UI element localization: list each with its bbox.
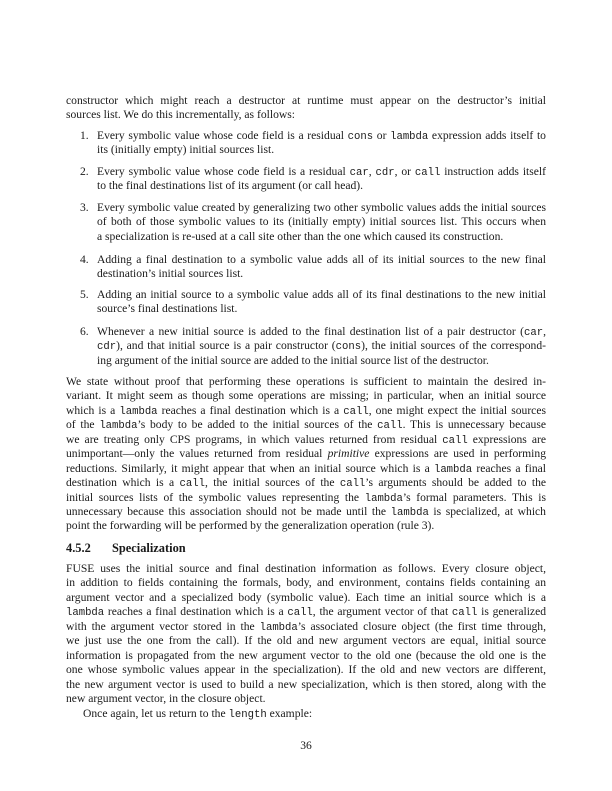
code-term: lambda — [99, 420, 138, 433]
rule-number: 5. — [80, 288, 89, 301]
code-term: length — [228, 709, 267, 721]
code-term: call — [179, 478, 205, 491]
text-line — [97, 201, 546, 215]
text-run: source’s final destinations list. — [97, 302, 238, 316]
text-line — [66, 462, 546, 476]
text-run: . This is unnecessary because — [402, 418, 546, 432]
text-line — [66, 692, 546, 706]
section-number: 4.5.2 — [66, 541, 91, 555]
text-line — [97, 165, 546, 179]
text-line — [97, 129, 546, 143]
rule-text — [97, 325, 546, 368]
text-run: ’s formal parameters. This is — [402, 490, 546, 504]
text-line — [97, 215, 546, 229]
code-term: car — [349, 167, 369, 179]
text-run: is generalized — [477, 605, 547, 619]
text-line — [66, 108, 546, 122]
text-run: to the final destinations list of its argument (or call head). — [97, 179, 364, 193]
text-run: a specialization is re-used at a call site other than the one which caused its construction. — [97, 229, 504, 243]
code-term: lambda — [364, 492, 403, 505]
text-run: we just use the one from the call). If the old and new argument vectors are equal, initial source — [66, 634, 546, 648]
text-line — [97, 325, 546, 339]
text-line — [66, 418, 546, 432]
text-line — [66, 634, 546, 648]
text-run: Adding an initial source to a symbolic value adds all of its final destinations to the new initial — [97, 288, 546, 301]
text-line — [66, 491, 546, 505]
text-run: reaches a final — [472, 461, 546, 475]
text-run: , the argument vector of that — [312, 605, 452, 619]
text-line — [66, 94, 546, 108]
text-line — [66, 678, 546, 692]
text-run: We state without proof that performing these operations is sufficient to maintain the desired in- — [66, 375, 546, 388]
text-run: expression adds itself to — [428, 129, 546, 142]
rule-item — [66, 201, 546, 244]
section-title: Specialization — [112, 541, 186, 555]
text-line — [66, 505, 546, 519]
text-line — [66, 663, 546, 677]
rule-number: 6. — [80, 325, 89, 338]
text-run: is specialized, at which — [428, 504, 546, 518]
body-paragraph — [66, 375, 546, 534]
rule-text — [97, 288, 546, 317]
text-run: sources list. We do this incrementally, as follows: — [66, 108, 295, 122]
text-line — [66, 447, 546, 461]
text-run: ing argument of the initial source are added to the initial source list of the destructor. — [97, 353, 489, 367]
text-run: with the argument vector stored in the — [66, 619, 260, 633]
text-line — [97, 230, 546, 244]
text-run: Once again, let us return to the — [83, 707, 229, 720]
text-run: we are treating only CPS programs, in which values returned from residual — [66, 432, 443, 446]
text-run: ’s associated closure object (the first time through, — [297, 619, 546, 633]
rule-item — [66, 288, 546, 317]
rule-number: 2. — [80, 165, 89, 178]
text-line — [66, 389, 546, 403]
text-line — [97, 339, 546, 353]
text-line — [97, 302, 546, 316]
text-run: unimportant—only the values returned from residual — [66, 447, 328, 461]
text-run: argument vector and a specialized body (symbolic value). Each time an initial source which is a — [66, 590, 546, 604]
text-run: of the — [66, 418, 100, 432]
text-line — [66, 576, 546, 590]
text-run: example: — [266, 707, 313, 720]
text-run: reaches a final destination which is a — [157, 403, 344, 417]
rule-item — [66, 325, 546, 368]
text-line — [97, 288, 546, 302]
text-line — [66, 649, 546, 663]
text-run: Adding a final destination to a symbolic value adds all of its initial sources to the new final — [97, 253, 546, 266]
code-term: lambda — [66, 607, 105, 620]
rule-text — [97, 253, 546, 282]
rule-item — [66, 165, 546, 194]
body-paragraph — [66, 562, 546, 706]
code-term: call — [414, 167, 441, 179]
code-term: call — [451, 607, 478, 620]
text-line — [83, 707, 546, 721]
rule-number: 4. — [80, 253, 89, 266]
text-line — [66, 433, 546, 447]
text-run: unnecessary because this association should not be made until the — [66, 504, 391, 518]
text-run: the new argument vector is used to build a new specialization, which is then stored, along with the — [66, 677, 546, 691]
text-run: , one might expect the initial sources — [368, 403, 546, 417]
emphasis: primitive — [327, 447, 370, 461]
text-line — [66, 591, 546, 605]
code-term: call — [343, 405, 369, 418]
code-term: cons — [335, 341, 362, 354]
intro-paragraph — [66, 94, 546, 123]
page-number: 36 — [300, 739, 312, 752]
rule-text — [97, 165, 546, 194]
rule-text — [97, 201, 546, 244]
code-term: call — [377, 420, 403, 433]
text-run: variant. It might seem as though some operations are missing; in particular, when an initial source — [66, 389, 546, 403]
text-run: new argument vector, in the closure object. — [66, 691, 266, 705]
text-run: one whose symbolic values appear in the specialization). If the old and new vectors are different, — [66, 663, 546, 677]
text-line — [97, 354, 546, 368]
text-run: in addition to fields containing the formals, body, and environment, contains fields containing an — [66, 576, 546, 590]
text-run: , or — [394, 165, 415, 178]
text-line — [97, 179, 546, 193]
text-run: its (initially empty) initial sources list. — [97, 143, 275, 157]
text-line — [66, 620, 546, 634]
rule-text — [97, 129, 546, 158]
text-run: which is a — [66, 403, 120, 417]
text-run: information is propagated from the new argument vector to the old one (because the old one is the — [66, 648, 546, 662]
text-line — [66, 375, 546, 389]
text-run: ’s body to be added to the initial sources of the — [137, 418, 378, 432]
text-run: Every symbolic value whose code field is a residual — [97, 129, 348, 142]
code-term: call — [287, 607, 313, 620]
text-run: expressions are — [467, 432, 547, 446]
text-run: FUSE uses the initial source and final destination information as follows. Every closure object, — [66, 562, 546, 575]
code-term: cdr — [97, 341, 117, 354]
text-run: Whenever a new initial source is added to the final destination list of a pair destructor ( — [97, 325, 525, 338]
code-term: car — [524, 327, 544, 339]
text-run: , the initial sources of the — [204, 476, 340, 490]
rule-number: 3. — [80, 201, 89, 214]
text-line — [97, 253, 546, 267]
text-line — [97, 267, 546, 281]
text-run: reaches a final destination which is a — [104, 605, 288, 619]
text-line — [66, 562, 546, 576]
text-line — [66, 404, 546, 418]
section-heading — [66, 541, 186, 556]
text-run: , — [543, 325, 546, 338]
code-term: cdr — [375, 167, 395, 179]
code-term: lambda — [433, 463, 473, 476]
text-run: of both of those symbolic values to its (initially empty) initial sources list. This occurs when — [97, 215, 546, 229]
text-line — [66, 476, 546, 490]
text-run: constructor which might reach a destructor at runtime must appear on the destructor’s initial — [66, 94, 546, 107]
text-run: ), and that initial source is a pair constructor ( — [116, 339, 336, 353]
code-term: lambda — [390, 506, 429, 519]
body-paragraph — [66, 707, 546, 721]
rule-item — [66, 129, 546, 158]
text-line — [97, 143, 546, 157]
text-line — [66, 605, 546, 619]
text-line — [66, 519, 546, 533]
text-run: ’s arguments should be added to the — [365, 476, 547, 490]
text-run: destination’s initial sources list. — [97, 267, 244, 281]
text-run: Every symbolic value whose code field is a residual — [97, 165, 350, 178]
rule-item — [66, 253, 546, 282]
text-run: , — [368, 165, 376, 178]
text-run: expressions are used in performing — [369, 447, 546, 461]
text-run: or — [373, 129, 391, 142]
code-term: lambda — [119, 405, 158, 418]
code-term: lambda — [390, 131, 429, 143]
code-term: lambda — [259, 621, 298, 634]
rule-number: 1. — [80, 129, 89, 142]
code-term: call — [339, 478, 366, 491]
code-term: call — [442, 434, 468, 447]
text-run: Every symbolic value created by generalizing two other symbolic values adds the initial sources — [97, 201, 546, 214]
code-term: cons — [347, 131, 374, 143]
text-run: initial sources lists of the symbolic values representing the — [66, 490, 365, 504]
text-run: ), the initial sources of the correspond- — [361, 339, 546, 353]
text-run: reductions. Similarly, it might appear that when an initial source which is a — [66, 461, 434, 475]
text-run: point the forwarding will be performed by the generalization operation (rule 3). — [66, 519, 435, 533]
text-run: destination which is a — [66, 476, 180, 490]
text-run: instruction adds itself — [440, 165, 547, 178]
